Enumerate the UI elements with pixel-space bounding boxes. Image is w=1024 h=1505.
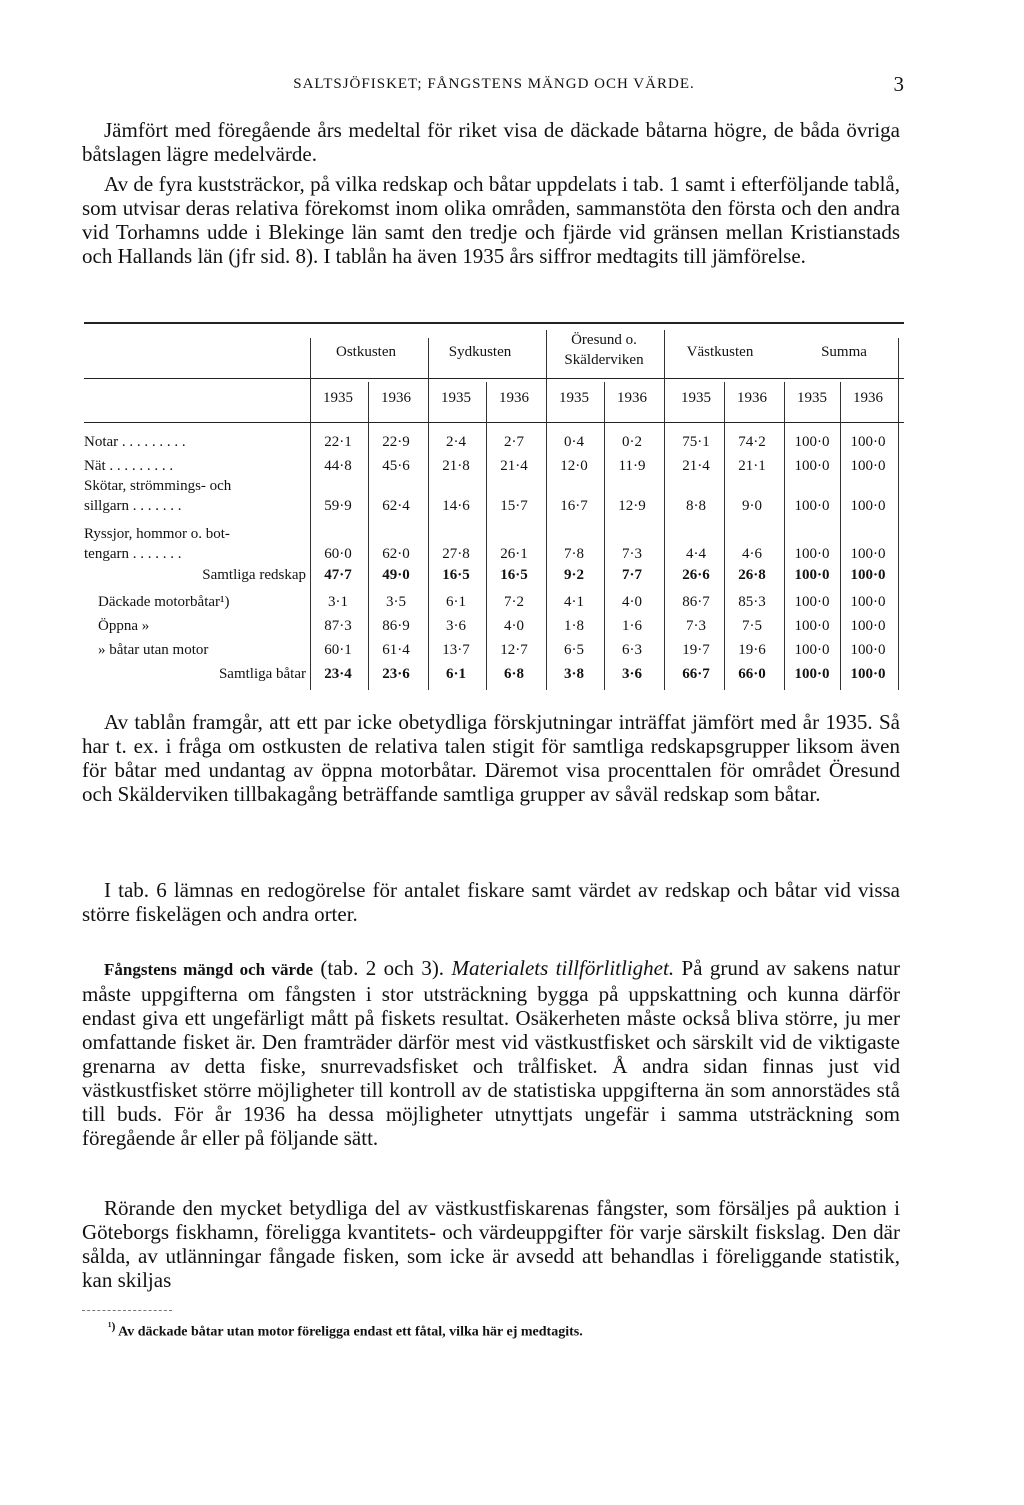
table-cell: 62·0 (382, 546, 410, 562)
table-cell: 59·9 (324, 498, 352, 514)
table-cell: 16·5 (500, 567, 528, 583)
col-group-summa: Summa (821, 344, 867, 360)
table-cell: 3·6 (446, 618, 466, 634)
table-cell: 100·0 (850, 567, 886, 583)
table-cell: 100·0 (850, 642, 886, 658)
table-cell: 23·6 (382, 666, 410, 682)
row-label: Notar . . . . . . . . . (84, 434, 186, 450)
table-cell: 9·0 (742, 498, 762, 514)
table-cell: 1·8 (564, 618, 584, 634)
table-cell: 12·7 (500, 642, 528, 658)
table-cell: 3·5 (386, 594, 406, 610)
table-cell: 14·6 (442, 498, 470, 514)
table-cell: 21·4 (500, 458, 528, 474)
table-cell: 26·8 (738, 567, 766, 583)
table-cell: 3·8 (563, 666, 584, 682)
table-cell: 100·0 (794, 666, 830, 682)
table-cell: 86·7 (682, 594, 710, 610)
year-header: 1936 (499, 390, 529, 406)
table-cell: 6·1 (446, 594, 466, 610)
column-rule (784, 382, 785, 690)
column-rule (486, 382, 487, 690)
distribution-table (84, 322, 904, 690)
table-cell: 16·5 (442, 567, 470, 583)
footnote-mark: ¹) (108, 1320, 116, 1333)
table-cell: 7·3 (686, 618, 706, 634)
col-group-vastkusten: Västkusten (686, 344, 754, 360)
table-cell: 6·3 (622, 642, 642, 658)
row-label: Samtliga båtar (218, 666, 306, 682)
table-cell: 49·0 (382, 567, 410, 583)
table-cell: 100·0 (850, 594, 886, 610)
table-cell: 12·9 (618, 498, 646, 514)
table-cell: 15·7 (500, 498, 528, 514)
table-cell: 2·7 (504, 434, 524, 450)
year-header: 1936 (853, 390, 883, 406)
table-cell: 21·8 (442, 458, 470, 474)
table-cell: 66·7 (682, 666, 710, 682)
table-cell: 23·4 (324, 666, 352, 682)
col-group-oresund-line2: Skälderviken (564, 352, 644, 368)
table-cell: 0·2 (622, 434, 642, 450)
column-rule (724, 382, 725, 690)
page-number: 3 (893, 72, 904, 96)
table-cell: 26·6 (682, 567, 710, 583)
year-header: 1935 (681, 390, 711, 406)
table-cell: 100·0 (794, 594, 830, 610)
section-body-text: På grund av sakens natur måste uppgifterna om fångsten i stor utsträckning bygga på uppskattning och kunna därför endast giva ett ungefärligt mått på fiskets resultat. Osäkerheten måste också bliva större, ju mer omfattande fisket är. Den framträder därför mest vid västkustfisket och särskilt vid de viktigaste grenarna av detta fiske, snurrevadsfisket och trålfisket. Å andra sidan finnas just vid västkustfisket större möjligheter till kontroll av de statistiska uppgifterna än som annorstädes stå till buds. För år 1936 ha dessa möjligheter utnyttjats ungefär i samma utsträckning som föregående år eller på följande sätt. (82, 956, 900, 1150)
col-group-oresund-line1: Öresund o. (571, 332, 637, 348)
year-header: 1935 (797, 390, 827, 406)
table-cell: 11·9 (618, 458, 646, 474)
table-cell: 100·0 (794, 434, 830, 450)
table-header-rule (84, 378, 904, 379)
table-cell: 4·6 (742, 546, 762, 562)
year-header: 1935 (323, 390, 353, 406)
row-label: » båtar utan motor (98, 642, 209, 658)
table-cell: 3·6 (621, 666, 642, 682)
table-cell: 26·1 (500, 546, 528, 562)
table-cell: 60·0 (324, 546, 352, 562)
row-label: Nät . . . . . . . . . (84, 458, 174, 474)
row-label: Skötar, strömmings- och (84, 478, 232, 494)
footnote (108, 1320, 583, 1341)
year-header: 1935 (559, 390, 589, 406)
table-cell: 3·1 (328, 594, 348, 610)
column-rule (428, 338, 429, 690)
table-cell: 44·8 (324, 458, 352, 474)
table-cell: 16·7 (560, 498, 588, 514)
table-cell: 66·0 (738, 666, 766, 682)
table-cell: 4·4 (686, 546, 706, 562)
column-rule (368, 382, 369, 690)
year-header: 1935 (441, 390, 471, 406)
table-cell: 100·0 (850, 666, 886, 682)
table-cell: 7·3 (622, 546, 642, 562)
column-rule (898, 338, 899, 690)
table-cell: 19·7 (682, 642, 710, 658)
analysis-paragraph-2: I tab. 6 lämnas en redogörelse för antalet fiskare samt värdet av redskap och båtar vid vissa större fiskelägen och andra orter. (82, 878, 900, 926)
column-rule (604, 382, 605, 690)
table-cell: 27·8 (442, 546, 470, 562)
footnote-text: Av däckade båtar utan motor föreligga endast ett fåtal, vilka här ej medtagits. (118, 1324, 583, 1340)
table-cell: 7·7 (621, 567, 642, 583)
table-cell: 9·2 (563, 567, 584, 583)
table-cell: 4·1 (564, 594, 584, 610)
table-cell: 100·0 (850, 498, 886, 514)
col-group-sydkusten: Sydkusten (448, 344, 512, 360)
table-cell: 4·0 (622, 594, 642, 610)
table-cell: 47·7 (324, 567, 352, 583)
year-header: 1936 (381, 390, 411, 406)
table-cell: 100·0 (794, 498, 830, 514)
column-rule (546, 330, 547, 690)
table-cell: 75·1 (682, 434, 710, 450)
col-group-ostkusten: Ostkusten (336, 344, 396, 360)
table-cell: 21·1 (738, 458, 766, 474)
table-cell: 6·1 (445, 666, 466, 682)
section-heading: Fångstens mängd och värde (104, 960, 314, 979)
table-cell: 100·0 (794, 642, 830, 658)
page-header (84, 72, 904, 100)
table-cell: 74·2 (738, 434, 766, 450)
table-cell: 2·4 (446, 434, 466, 450)
table-top-rule (84, 322, 904, 324)
section-paragraph-2: Rörande den mycket betydliga del av västkustfiskarenas fångster, som försäljes på auktion i Göteborgs fiskhamn, föreligga kvantitets- och värdeuppgifter för varje särskilt fiskslag. Den där sålda, av utlänningar fångade fisken, som icke är avsedd att behandlas i föreliggande statistik, kan skiljas (82, 1196, 900, 1292)
table-cell: 13·7 (442, 642, 470, 658)
table-cell: 7·8 (564, 546, 584, 562)
table-cell: 7·2 (504, 594, 524, 610)
column-rule (310, 338, 311, 690)
table-cell: 6·5 (564, 642, 584, 658)
section-paragraph-1 (82, 956, 900, 1150)
analysis-paragraph-1: Av tablån framgår, att ett par icke obetydliga förskjutningar inträffat jämfört med år 1935. Så har t. ex. i fråga om ostkusten de relativa talen stigit för samtliga redskapsgrupper liksom även för båtar med undantag av öppna motorbåtar. Däremot visa procenttalen för området Öresund och Skälderviken tillbakagång beträffande samtliga grupper av såväl redskap som båtar. (82, 710, 900, 806)
table-cell: 0·4 (564, 434, 584, 450)
row-label: Däckade motorbåtar¹) (98, 594, 230, 610)
column-rule (840, 382, 841, 690)
table-cell: 6·8 (503, 666, 524, 682)
table-cell: 21·4 (682, 458, 710, 474)
section-subheading: Materialets tillförlitlighet. (451, 956, 675, 980)
table-cell: 85·3 (738, 594, 766, 610)
table-cell: 61·4 (382, 642, 410, 658)
table-cell: 22·9 (382, 434, 410, 450)
intro-paragraph-1: Jämfört med föregående års medeltal för riket visa de däckade båtarna högre, de båda övriga båtslagen lägre medelvärde. (82, 118, 900, 166)
table-cell: 45·6 (382, 458, 410, 474)
table-cell: 100·0 (850, 434, 886, 450)
table-cell: 19·6 (738, 642, 766, 658)
table-cell: 100·0 (850, 546, 886, 562)
table-year-rule (84, 422, 904, 423)
table-cell: 100·0 (794, 546, 830, 562)
row-label: Öppna » (98, 618, 150, 634)
section-table-reference: (tab. 2 och 3). (313, 956, 452, 980)
table-cell: 22·1 (324, 434, 352, 450)
table-cell: 8·8 (686, 498, 706, 514)
row-label-continuation: tengarn . . . . . . . (84, 546, 182, 562)
row-label: Ryssjor, hommor o. bot- (84, 526, 230, 542)
row-label-continuation: sillgarn . . . . . . . (84, 498, 182, 514)
year-header: 1936 (737, 390, 767, 406)
year-header: 1936 (617, 390, 647, 406)
table-cell: 4·0 (504, 618, 524, 634)
table-cell: 100·0 (850, 458, 886, 474)
table-cell: 86·9 (382, 618, 410, 634)
row-label: Samtliga redskap (202, 567, 306, 583)
table-cell: 7·5 (742, 618, 762, 634)
footnote-rule (82, 1310, 172, 1311)
intro-paragraph-2: Av de fyra kuststräckor, på vilka redskap och båtar uppdelats i tab. 1 samt i efterföljande tablå, som utvisar deras relativa förekomst inom olika områden, sammanstöta den första och den andra vid Torhamns udde i Blekinge län samt den tredje och fjärde vid gränsen mellan Kristianstads och Hallands län (jfr sid. 8). I tablån ha även 1935 års siffror medtagits till jämförelse. (82, 172, 900, 268)
table-cell: 100·0 (794, 458, 830, 474)
table-cell: 1·6 (622, 618, 642, 634)
table-cell: 87·3 (324, 618, 352, 634)
running-title: SALTSJÖFISKET; FÅNGSTENS MÄNGD OCH VÄRDE. (293, 76, 695, 92)
table-cell: 12·0 (560, 458, 588, 474)
table-cell: 60·1 (324, 642, 352, 658)
table-cell: 100·0 (850, 618, 886, 634)
table-cell: 62·4 (382, 498, 410, 514)
table-cell: 100·0 (794, 618, 830, 634)
table-cell: 100·0 (794, 567, 830, 583)
column-rule (664, 330, 665, 690)
